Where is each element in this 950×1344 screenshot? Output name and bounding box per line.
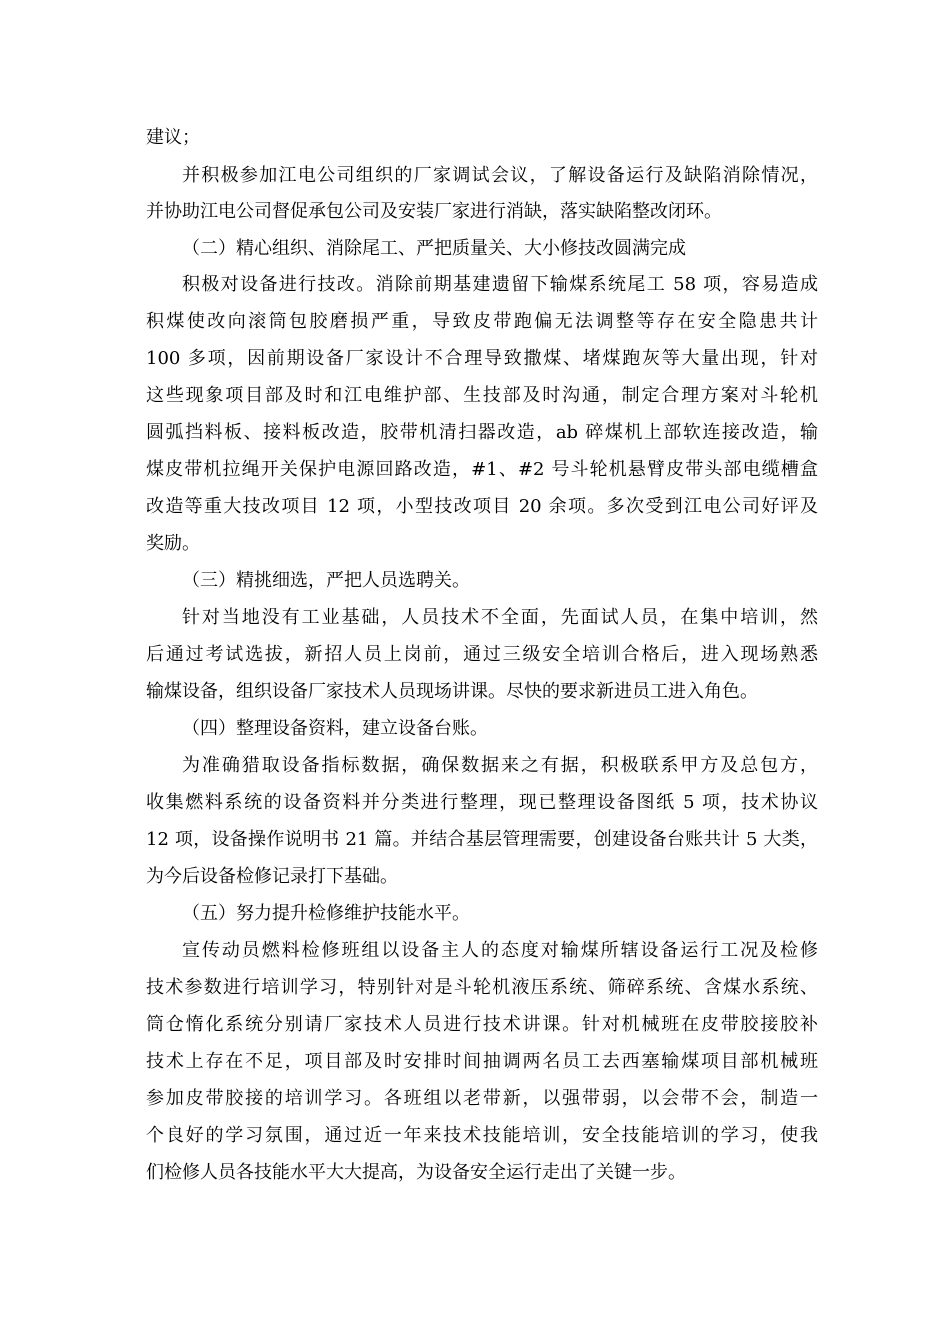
text-line: 技术参数进行培训学习，特别针对是斗轮机液压系统、筛碎系统、含煤水系统、 — [146, 977, 818, 998]
text-line: 参加皮带胶接的培训学习。各班组以老带新，以强带弱，以会带不会，制造一 — [146, 1088, 818, 1109]
text-line: 100 多项，因前期设备厂家设计不合理导致撒煤、堵煤跑灰等大量出现，针对 — [146, 348, 818, 369]
text-line: 针对当地没有工业基础，人员技术不全面，先面试人员，在集中培训，然 — [182, 607, 818, 628]
text-line: 个良好的学习氛围，通过近一年来技术技能培训，安全技能培训的学习，使我 — [146, 1125, 818, 1146]
text-line: 收集燃料系统的设备资料并分类进行整理，现已整理设备图纸 5 项，技术协议 — [146, 792, 818, 813]
text-line: 奖励。 — [146, 533, 200, 554]
text-line: 宣传动员燃料检修班组以设备主人的态度对输煤所辖设备运行工况及检修 — [182, 940, 818, 961]
text-line: 积极对设备进行技改。消除前期基建遗留下输煤系统尾工 58 项，容易造成 — [182, 274, 818, 295]
text-line: 们检修人员各技能水平大大提高，为设备安全运行走出了关键一步。 — [146, 1162, 686, 1183]
text-line: 改造等重大技改项目 12 项，小型技改项目 20 余项。多次受到江电公司好评及 — [146, 496, 818, 517]
text-line: 后通过考试选拔，新招人员上岗前，通过三级安全培训合格后，进入现场熟悉 — [146, 644, 818, 665]
text-line: 筒仓惰化系统分别请厂家技术人员进行技术讲课。针对机械班在皮带胶接胶补 — [146, 1014, 818, 1035]
text-line: 这些现象项目部及时和江电维护部、生技部及时沟通，制定合理方案对斗轮机 — [146, 385, 818, 406]
text-line: 为今后设备检修记录打下基础。 — [146, 866, 398, 887]
section-heading: （五）努力提升检修维护技能水平。 — [182, 903, 470, 924]
text-line: 输煤设备，组织设备厂家技术人员现场讲课。尽快的要求新进员工进入角色。 — [146, 681, 758, 702]
text-line: 为准确猎取设备指标数据，确保数据来之有据，积极联系甲方及总包方， — [182, 755, 818, 776]
text-line: 建议； — [146, 127, 200, 148]
text-line: 并积极参加江电公司组织的厂家调试会议，了解设备运行及缺陷消除情况， — [182, 165, 818, 186]
text-line: 积煤使改向滚筒包胶磨损严重，导致皮带跑偏无法调整等存在安全隐患共计 — [146, 311, 818, 332]
section-heading: （四）整理设备资料，建立设备台账。 — [182, 718, 488, 739]
text-line: 煤皮带机拉绳开关保护电源回路改造，#1、#2 号斗轮机悬臂皮带头部电缆槽盒 — [146, 459, 818, 480]
text-line: 12 项，设备操作说明书 21 篇。并结合基层管理需要，创建设备台账共计 5 大类， — [146, 829, 818, 850]
text-line: 技术上存在不足，项目部及时安排时间抽调两名员工去西塞输煤项目部机械班 — [146, 1051, 818, 1072]
text-line: 并协助江电公司督促承包公司及安装厂家进行消缺，落实缺陷整改闭环。 — [146, 201, 722, 222]
section-heading: （三）精挑细选，严把人员选聘关。 — [182, 570, 470, 591]
section-heading: （二）精心组织、消除尾工、严把质量关、大小修技改圆满完成 — [182, 238, 686, 259]
text-line: 圆弧挡料板、接料板改造，胶带机清扫器改造，ab 碎煤机上部软连接改造，输 — [146, 422, 818, 443]
